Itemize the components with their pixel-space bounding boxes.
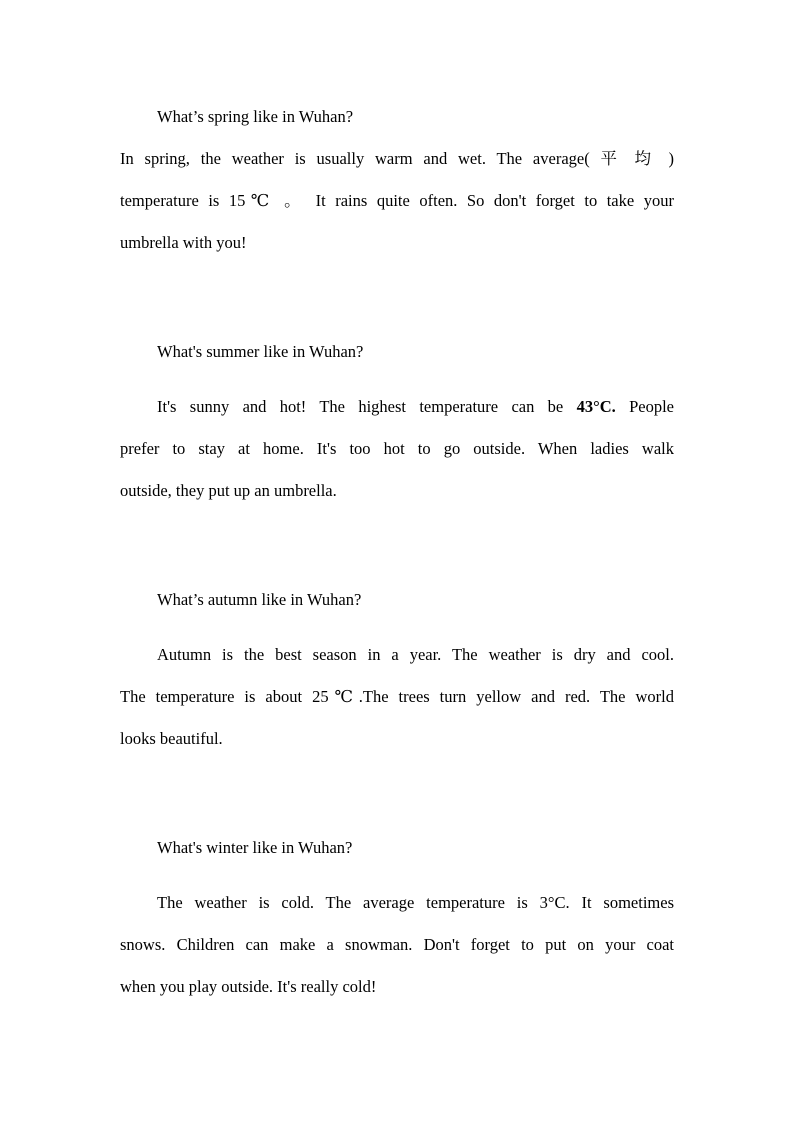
winter-line-1: The weather is cold. The average temperature is 3°C. It sometimes bbox=[157, 893, 674, 912]
summer-line-1-text-a: It's sunny and hot! The highest temperature can be bbox=[157, 397, 564, 416]
summer-question: What's summer like in Wuhan? bbox=[157, 342, 364, 361]
autumn-line-1: Autumn is the best season in a year. The weather is dry and cool. bbox=[157, 645, 674, 664]
autumn-line-2: The temperature is about 25℃.The trees turn yellow and red. The world bbox=[120, 687, 674, 706]
autumn-line-3: looks beautiful. bbox=[120, 729, 223, 748]
winter-line-2: snows. Children can make a snowman. Don't forget to put on your coat bbox=[120, 935, 674, 954]
summer-highest-temperature: 43°C. bbox=[576, 397, 616, 416]
winter-question: What's winter like in Wuhan? bbox=[157, 838, 353, 857]
summer-line-2: prefer to stay at home. It's too hot to go outside. When ladies walk bbox=[120, 439, 674, 458]
winter-line-3: when you play outside. It's really cold! bbox=[120, 977, 377, 996]
summer-line-1-text-b: People bbox=[629, 397, 675, 416]
autumn-question: What’s autumn like in Wuhan? bbox=[157, 590, 362, 609]
summer-line-1 bbox=[157, 397, 674, 417]
summer-line-3: outside, they put up an umbrella. bbox=[120, 481, 337, 500]
spring-question: What’s spring like in Wuhan? bbox=[157, 107, 354, 126]
spring-line-2: temperature is 15℃ 。 It rains quite often. So don't forget to take your bbox=[120, 191, 674, 210]
spring-line-1: In spring, the weather is usually warm and wet. The average( 平 均 ) bbox=[120, 149, 674, 168]
spring-line-3: umbrella with you! bbox=[120, 233, 247, 252]
